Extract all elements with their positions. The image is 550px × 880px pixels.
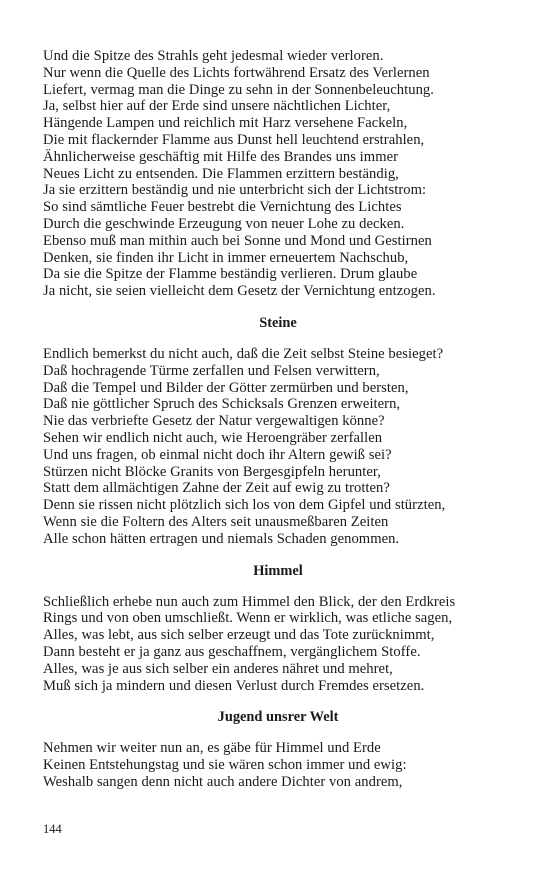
verse-line: Nie das verbriefte Gesetz der Natur vergewaltigen könne?: [43, 413, 385, 430]
verse-line: Endlich bemerkst du nicht auch, daß die Zeit selbst Steine besieget?: [43, 345, 444, 362]
verse-line: Ja sie erzittern beständig und nie unterbricht sich der Lichtstrom:: [43, 182, 427, 199]
text-block-steine: [43, 346, 513, 548]
text-block-jugend: [43, 740, 513, 790]
page-number: 144: [43, 822, 62, 836]
section-heading-steine: Steine: [259, 314, 297, 331]
verse-line: Muß sich ja mindern und diesen Verlust durch Fremdes ersetzen.: [43, 677, 425, 694]
verse-line: Alle schon hätten ertragen und niemals Schaden genommen.: [43, 530, 400, 547]
verse-line: Denken, sie finden ihr Licht in immer erneuertem Nachschub,: [43, 249, 409, 266]
verse-line: Sehen wir endlich nicht auch, wie Heroengräber zerfallen: [43, 429, 383, 446]
verse-line: Alles, was je aus sich selber ein anderes nähret und mehret,: [43, 660, 393, 677]
verse-line: Denn sie rissen nicht plötzlich sich los von dem Gipfel und stürzten,: [43, 497, 446, 514]
verse-line: Keinen Entstehungstag und sie wären schon immer und ewig:: [43, 757, 407, 774]
verse-line: Ja, selbst hier auf der Erde sind unsere nächtlichen Lichter,: [43, 98, 391, 115]
text-block-himmel: [43, 594, 513, 695]
verse-line: Und die Spitze des Strahls geht jedesmal wieder verloren.: [43, 48, 384, 64]
verse-line: Alles, was lebt, aus sich selber erzeugt und das Tote zurücknimmt,: [43, 627, 435, 644]
verse-line: Wenn sie die Foltern des Alters seit unausmeßbaren Zeiten: [43, 513, 389, 530]
verse-line: Daß hochragende Türme zerfallen und Felsen verwittern,: [43, 362, 380, 379]
verse-line: Ähnlicherweise geschäftig mit Hilfe des Brandes uns immer: [43, 148, 399, 165]
verse-line: Statt dem allmächtigen Zahne der Zeit auf ewig zu trotten?: [43, 480, 390, 497]
verse-line: Weshalb sangen denn nicht auch andere Dichter von andrem,: [43, 773, 403, 790]
section-heading-jugend-unsrer-welt: Jugend unsrer Welt: [217, 709, 339, 726]
verse-line: Nehmen wir weiter nun an, es gäbe für Himmel und Erde: [43, 740, 381, 757]
verse-line: Die mit flackernder Flamme aus Dunst hell leuchtend erstrahlen,: [43, 131, 425, 148]
verse-line: Da sie die Spitze der Flamme beständig verlieren. Drum glaube: [43, 266, 418, 283]
section-heading-himmel: Himmel: [253, 562, 303, 579]
verse-line: Daß nie göttlicher Spruch des Schicksals Grenzen erweitern,: [43, 396, 401, 413]
verse-line: Liefert, vermag man die Dinge zu sehn in der Sonnenbeleuchtung.: [43, 81, 434, 98]
verse-line: Daß die Tempel und Bilder der Götter zermürben und bersten,: [43, 379, 409, 396]
verse-line: Ebenso muß man mithin auch bei Sonne und Mond und Gestirnen: [43, 232, 432, 249]
verse-line: Und uns fragen, ob einmal nicht doch ihr Altern gewiß sei?: [43, 446, 392, 463]
text-block-intro: [43, 48, 513, 300]
verse-line: Stürzen nicht Blöcke Granits von Bergesgipfeln herunter,: [43, 463, 381, 480]
verse-line: Dann besteht er ja ganz aus geschaffnem, vergänglichem Stoffe.: [43, 643, 421, 660]
verse-line: Schließlich erhebe nun auch zum Himmel den Blick, der den Erdkreis: [43, 593, 456, 610]
verse-line: Neues Licht zu entsenden. Die Flammen erzittern beständig,: [43, 165, 399, 182]
verse-line: Hängende Lampen und reichlich mit Harz versehene Fackeln,: [43, 115, 408, 132]
verse-line: So sind sämtliche Feuer bestrebt die Vernichtung des Lichtes: [43, 199, 402, 216]
verse-line: Rings und von oben umschließt. Wenn er wirklich, was etliche sagen,: [43, 610, 453, 627]
book-page: [43, 48, 513, 791]
verse-line: Ja nicht, sie seien vielleicht dem Gesetz der Vernichtung entzogen.: [43, 283, 436, 300]
verse-line: Nur wenn die Quelle des Lichts fortwährend Ersatz des Verlernen: [43, 64, 430, 81]
verse-line: Durch die geschwinde Erzeugung von neuer Lohe zu decken.: [43, 215, 405, 232]
